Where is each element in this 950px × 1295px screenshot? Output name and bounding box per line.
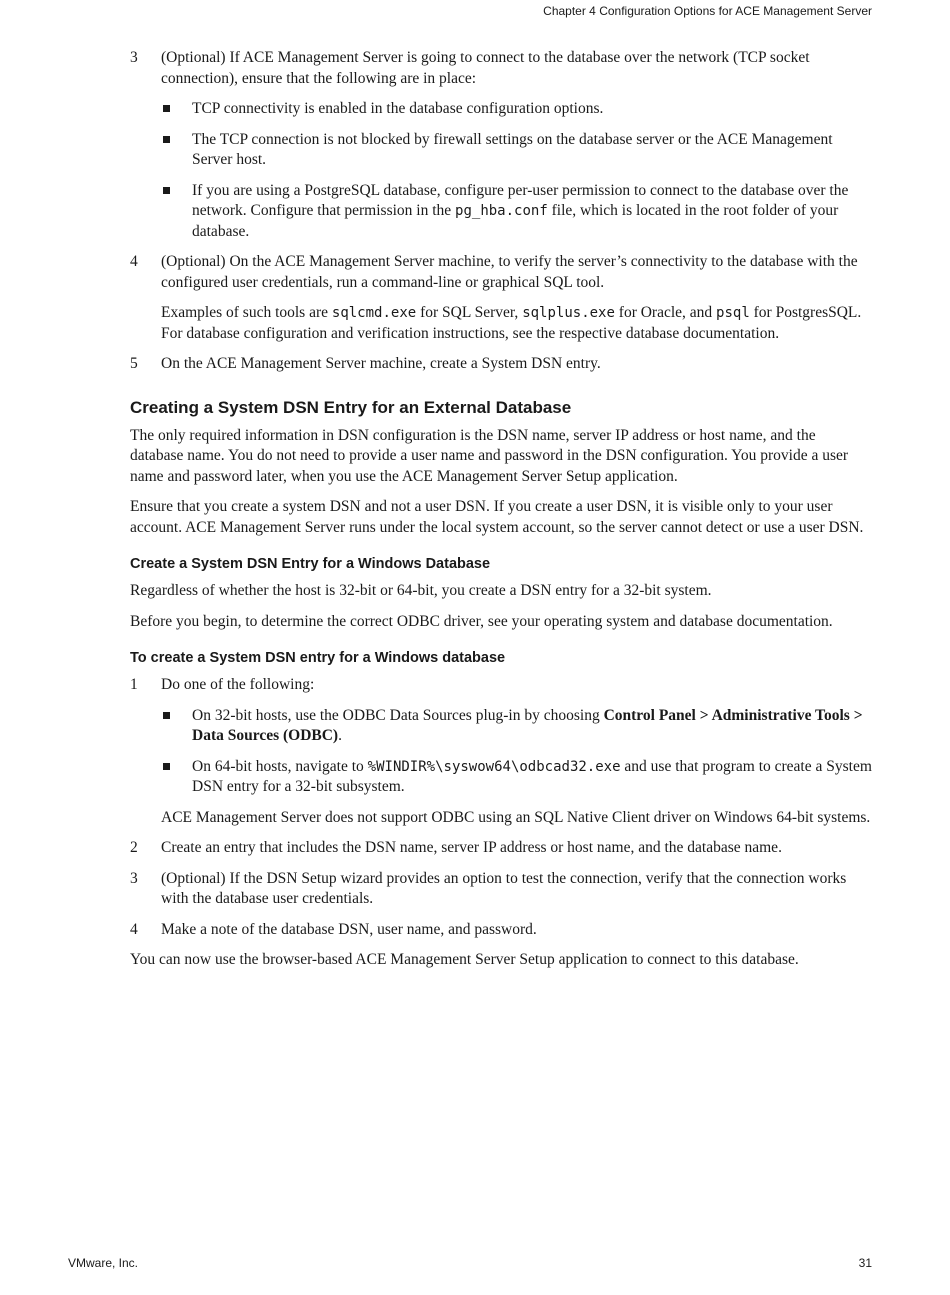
paragraph: Regardless of whether the host is 32-bit or 64-bit, you create a DSN entry for a 32-bit system. [130,582,712,599]
list-item [161,757,872,798]
menu-path: Control Panel > Administrative Tools > Data Sources (ODBC) [192,706,863,744]
list-item [161,181,872,243]
code-path: %WINDIR%\syswow64\odbcad32.exe [367,758,621,775]
step-text: Create an entry that includes the DSN name, server IP address or host name, and the database name. [161,839,782,856]
paragraph: Ensure that you create a system DSN and not a user DSN. If you create a user DSN, it is visible only to your user account. ACE Management Server runs under the local system account, so the server cannot detect or use a user DSN. [130,498,864,536]
code-psql: psql [716,305,750,321]
page-content [130,48,872,981]
bullet-text: TCP connectivity is enabled in the database configuration options. [192,100,604,117]
page-footer [68,1256,872,1270]
list-item [161,99,872,120]
procedure-step-2 [130,838,872,859]
bullet-text: On 32-bit hosts, use the ODBC Data Sources plug-in by choosing Control Panel > Administrative Tools > Data Sources (ODBC). [192,706,863,744]
step-number: 2 [130,839,138,856]
list-item [161,130,872,171]
procedure-step-1 [130,675,872,828]
step-3 [130,48,872,242]
bullet-text: The TCP connection is not blocked by firewall settings on the database server or the ACE Management Server host. [192,130,833,168]
bullet-text: If you are using a PostgreSQL database, configure per-user permission to connect to the database over the network. Configure that permission in the pg_hba.conf file, which is located in the root folder of your database. [192,181,849,240]
step-note: ACE Management Server does not support ODBC using an SQL Native Client driver on Windows 64-bit systems. [161,808,871,826]
step-text: Do one of the following: [161,676,315,693]
bullet-square-icon [163,763,170,770]
step-number: 4 [130,920,138,938]
section-heading-external-db: Creating a System DSN Entry for an External Database [130,397,572,417]
page-number: 31 [858,1256,872,1270]
footer-company: VMware, Inc. [68,1256,139,1270]
step-number: 5 [130,355,138,372]
closing-paragraph: You can now use the browser-based ACE Management Server Setup application to connect to this database. [130,951,799,968]
procedure-step-4 [130,920,872,941]
bullet-square-icon [163,136,170,143]
code-sqlplus: sqlplus.exe [522,305,615,321]
code-filename: pg_hba.conf [455,203,548,219]
running-header: Chapter 4 Configuration Options for ACE Management Server [543,4,872,18]
procedure-step-3 [130,869,872,910]
subsection-heading-windows-db: Create a System DSN Entry for a Windows Database [130,556,491,572]
step-text: On the ACE Management Server machine, create a System DSN entry. [161,355,601,372]
bullet-list [161,706,872,798]
step-number: 3 [130,49,138,66]
step-number: 3 [130,869,138,887]
step-4 [130,252,872,344]
bullet-square-icon [163,105,170,112]
step-number: 1 [130,676,138,693]
list-item [161,706,872,747]
paragraph: The only required information in DSN configuration is the DSN name, server IP address or host name, and the database name. You do not need to provide a user name and password in the DSN configuration. You provide a user name and password later, when you use the ACE Management Server Setup application. [130,426,849,485]
paragraph: Before you begin, to determine the correct ODBC driver, see your operating system and database documentation. [130,612,833,630]
bullet-list [161,99,872,242]
step-text: Make a note of the database DSN, user name, and password. [161,920,537,938]
step-text: (Optional) If the DSN Setup wizard provides an option to test the connection, verify that the connection works with the database user credentials. [161,869,847,907]
step-number: 4 [130,253,138,270]
bullet-text: On 64-bit hosts, navigate to %WINDIR%\syswow64\odbcad32.exe and use that program to create a System DSN entry for a 32-bit subsystem. [192,757,872,795]
step-5 [130,354,872,375]
step-text: (Optional) On the ACE Management Server machine, to verify the server’s connectivity to the database with the configured user credentials, run a command-line or graphical SQL tool. [161,253,858,291]
code-sqlcmd: sqlcmd.exe [331,305,417,321]
examples-paragraph: Examples of such tools are sqlcmd.exe for SQL Server, sqlplus.exe for Oracle, and psql for PostgresSQL. For database configuration and verification instructions, see the respective database documentation. [161,304,862,342]
bullet-square-icon [163,187,170,194]
step-text: (Optional) If ACE Management Server is going to connect to the database over the network (TCP socket connection), ensure that the following are in place: [161,49,810,87]
procedure-heading: To create a System DSN entry for a Windows database [130,650,506,666]
bullet-square-icon [163,712,170,719]
